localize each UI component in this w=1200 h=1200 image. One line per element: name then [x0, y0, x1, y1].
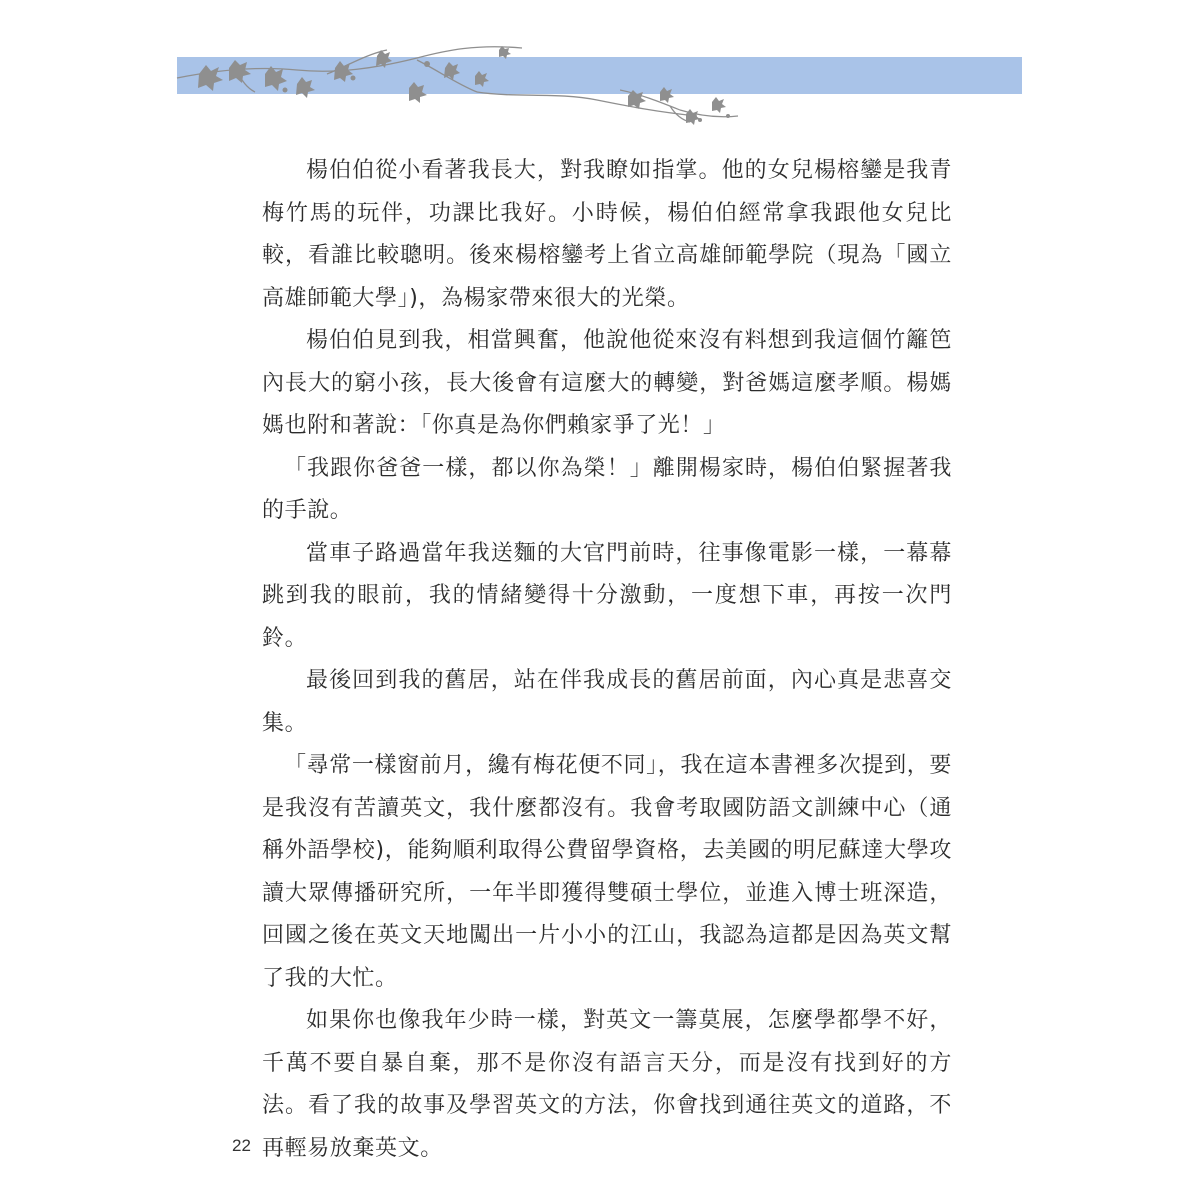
paragraph: 「我跟你爸爸一樣，都以你為榮！」離開楊家時，楊伯伯緊握著我的手說。 — [262, 455, 952, 523]
paragraph: 當車子路過當年我送麵的大官門前時，往事像電影一樣，一幕幕跳到我的眼前，我的情緒變得十分激動，一度想下車，再按一次門鈴。 — [262, 540, 952, 651]
paragraph: 最後回到我的舊居，站在伴我成長的舊居前面，內心真是悲喜交集。 — [262, 668, 952, 736]
paragraph: 如果你也像我年少時一樣，對英文一籌莫展，怎麼學都學不好，千萬不要自暴自棄，那不是你沒有語言天分，而是沒有找到好的方法。看了我的故事及學習英文的方法，你會找到通往英文的道路，不再輕易放棄英文。 — [262, 1008, 952, 1161]
paragraph: 「尋常一樣窗前月，纔有梅花便不同」，我在這本書裡多次提到，要是我沒有苦讀英文，我什麼都沒有。我會考取國防語文訓練中心（通稱外語學校)，能夠順利取得公費留學資格，去美國的明尼蘇達大學攻讀大眾傳播研究所，一年半即獲得雙碩士學位，並進入博士班深造，回國之後在英文天地闖出一片小小的江山，我認為這都是因為英文幫了我的大忙。 — [262, 753, 952, 991]
ivy-vine-icon — [620, 80, 740, 125]
body-text — [262, 150, 952, 1170]
page-number: 22 — [232, 1136, 251, 1155]
ivy-vine-icon — [177, 40, 577, 130]
paragraph: 楊伯伯見到我，相當興奮，他說他從來沒有料想到我這個竹籬笆內長大的窮小孩，長大後會有這麼大的轉變，對爸媽這麼孝順。楊媽媽也附和著說：「你真是為你們賴家爭了光！」 — [262, 328, 952, 438]
paragraph: 楊伯伯從小看著我長大，對我瞭如指掌。他的女兒楊榕鑾是我青梅竹馬的玩伴，功課比我好。小時候，楊伯伯經常拿我跟他女兒比較，看誰比較聰明。後來楊榕鑾考上省立高雄師範學院（現為「國立高雄師範大學」)，為楊家帶來很大的光榮。 — [262, 158, 952, 311]
